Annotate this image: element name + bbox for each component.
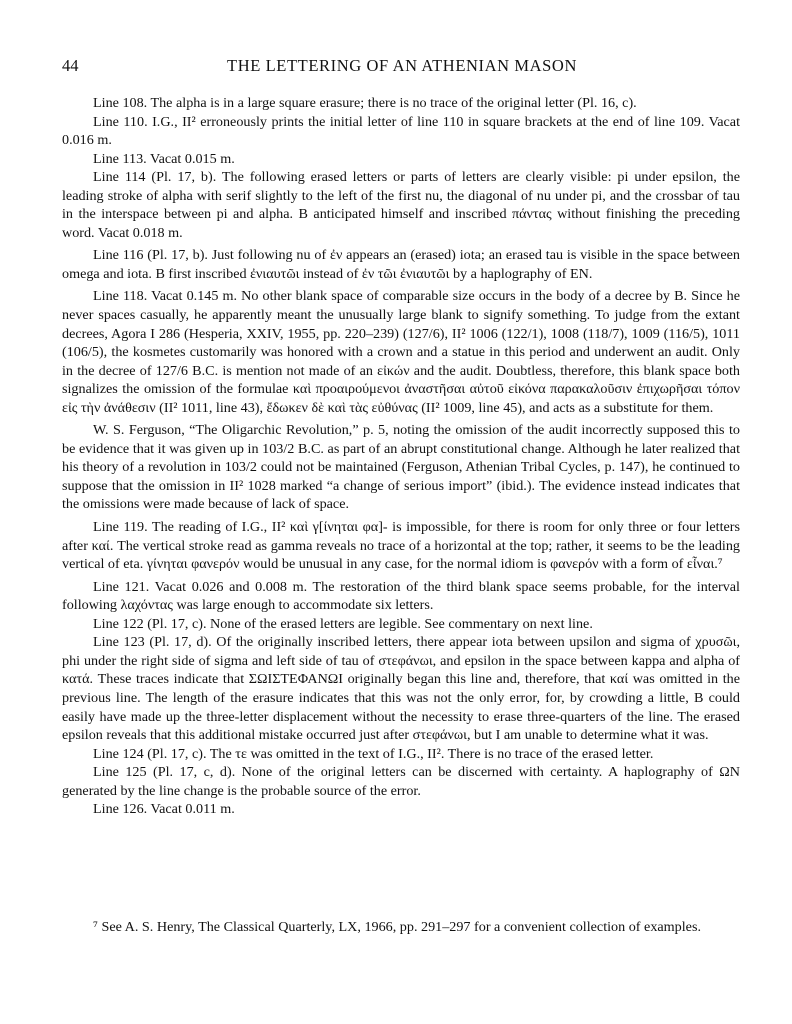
paragraph-line-108: Line 108. The alpha is in a large square erasure; there is no trace of the original letter (Pl. 16, c). bbox=[93, 95, 637, 111]
paragraph-line-118: Line 118. Vacat 0.145 m. No other blank space of comparable size occurs in the body of a decree by B. Since he never spaces casually, he apparently meant the unusually large blank to signify something. To judge from the extant decrees, Agora I 286 (Hesperia, XXIV, 1955, pp. 220–239) (127/6), II² 1006 (122/1), 1008 (118/7), 1009 (116/5), 1011 (106/5), the kosmetes customarily was honored with a crown and a statue in this period and underwent an audit. Only in the decree of 127/6 B.C. is mention not made of an εἰκών and the audit. Doubtless, therefore, this blank space both signalizes the omission of the formulae καὶ προαιρούμενοι ἀναστῆσαι αὐτοῦ εἰκόνα παρακαλοῦσιν ἐπιχωρῆσαι τόπον εἰς τὴν ἀνάθεσιν (II² 1011, line 43), ἔδωκεν δὲ καὶ τὰς εὐθύνας (II² 1009, line 45), and acts as a substitute for them. bbox=[62, 288, 740, 416]
footnote bbox=[62, 918, 740, 937]
page-header bbox=[62, 56, 742, 80]
paragraph-line-125: Line 125 (Pl. 17, c, d). None of the original letters can be discerned with certainty. A haplography of ΩN generated by the line change is the probable source of the error. bbox=[62, 764, 740, 799]
paragraph-line-123: Line 123 (Pl. 17, d). Of the originally inscribed letters, there appear iota between upsilon and sigma of χρυσῶι, phi under the right side of sigma and left side of tau of στεφάνωι, and epsilon in the space between kappa and alpha of κατά. These traces indicate that ΣΩΙΣΤΕΦΑΝΩΙ originally began this line and, therefore, that καί was omitted in the previous line. The length of the erasure indicates that this was not the only error, for, by crowding a little, B could easily have made up the three-letter displacement without the necessity to erase three-quarters of the line. The erased epsilon reveals that this additional mistake occurred just after στεφάνωι, but I am unable to determine what it was. bbox=[62, 634, 740, 744]
paragraph-line-119: Line 119. The reading of I.G., II² καὶ γ[ίνηται φα]- is impossible, for there is room for only three or four letters after καί. The vertical stroke read as gamma reveals no trace of a horizontal at the top; rather, it seems to be the leading vertical of eta. γίνηται φανερόν would be unusual in any case, for the normal idiom is φανερόν with a form of εἶναι.⁷ bbox=[62, 519, 740, 573]
paragraph-line-121: Line 121. Vacat 0.026 and 0.008 m. The restoration of the third blank space seems probable, for the interval following λαχόντας was large enough to accommodate six letters. bbox=[62, 578, 740, 614]
paragraph-line-126: Line 126. Vacat 0.011 m. bbox=[93, 801, 235, 818]
paragraph-line-113: Line 113. Vacat 0.015 m. bbox=[93, 150, 235, 167]
paragraph-line-116: Line 116 (Pl. 17, b). Just following nu of ἐν appears an (erased) iota; an erased tau is visible in the space between omega and iota. B first inscribed ἐνιαυτῶι instead of ἐν τῶι ἐνιαυτῶι by a haplography of EN. bbox=[62, 247, 740, 282]
paragraph-line-110: Line 110. I.G., II² erroneously prints the initial letter of line 110 in square brackets at the end of line 109. Vacat 0.016 m. bbox=[62, 113, 740, 149]
footnote-7: ⁷ See A. S. Henry, The Classical Quarterly, LX, 1966, pp. 291–297 for a convenient collection of examples. bbox=[93, 919, 701, 935]
paragraph-ferguson: W. S. Ferguson, “The Oligarchic Revolution,” p. 5, noting the omission of the audit incorrectly supposed this to be evidence that it was given up in 103/2 B.C. as part of an abrupt constitutional change. Although he later realized that his theory of a revolution in 103/2 could not be maintained (Ferguson, Athenian Tribal Cycles, p. 147), he continued to suppose that the omission in II² 1028 marked “a change of serious import” (ibid.). The evidence instead indicates that the omissions were made because of lack of space. bbox=[62, 422, 740, 513]
body-text bbox=[62, 94, 740, 819]
paragraph-line-114: Line 114 (Pl. 17, b). The following erased letters or parts of letters are clearly visible: pi under epsilon, the leading stroke of alpha with serif slightly to the left of the first nu, the diagonal of nu under pi, and the crossbar of tau in the interspace between pi and alpha. B anticipated himself and inscribed πάντας without finishing the preceding word. Vacat 0.018 m. bbox=[62, 169, 740, 241]
running-title: THE LETTERING OF AN ATHENIAN MASON bbox=[227, 56, 577, 75]
paragraph-line-122: Line 122 (Pl. 17, c). None of the erased letters are legible. See commentary on next line. bbox=[93, 615, 593, 632]
page-number: 44 bbox=[62, 56, 79, 75]
paragraph-line-124: Line 124 (Pl. 17, c). The τε was omitted in the text of I.G., II². There is no trace of the erased letter. bbox=[93, 745, 654, 762]
